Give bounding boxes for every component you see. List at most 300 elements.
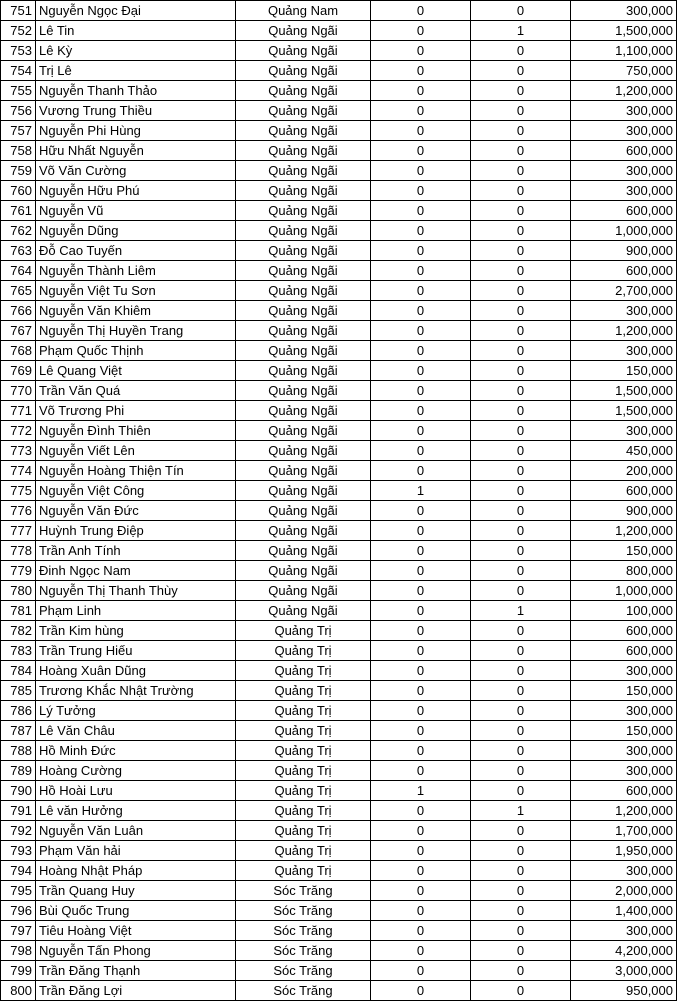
person-name-cell: Huỳnh Trung Điệp [36,521,236,541]
province-cell: Quảng Nam [236,1,371,21]
count-b-cell: 0 [471,681,571,701]
count-b-cell: 0 [471,981,571,1001]
row-number-cell: 772 [1,421,36,441]
province-cell: Sóc Trăng [236,921,371,941]
amount-cell: 600,000 [571,261,677,281]
table-row [1,521,677,541]
person-name-cell: Nguyễn Thị Huyền Trang [36,321,236,341]
person-name-cell: Nguyễn Văn Luân [36,821,236,841]
count-b-cell: 0 [471,501,571,521]
count-a-cell: 0 [371,361,471,381]
province-cell: Quảng Ngãi [236,161,371,181]
amount-cell: 2,000,000 [571,881,677,901]
table-row [1,401,677,421]
count-b-cell: 1 [471,601,571,621]
count-b-cell: 0 [471,921,571,941]
province-cell: Quảng Trị [236,861,371,881]
table-row [1,101,677,121]
row-number-cell: 774 [1,461,36,481]
person-name-cell: Bùi Quốc Trung [36,901,236,921]
person-name-cell: Hồ Minh Đức [36,741,236,761]
count-b-cell: 0 [471,881,571,901]
province-cell: Quảng Trị [236,721,371,741]
row-number-cell: 762 [1,221,36,241]
person-name-cell: Phạm Văn hải [36,841,236,861]
province-cell: Quảng Ngãi [236,181,371,201]
count-a-cell: 0 [371,921,471,941]
province-cell: Quảng Trị [236,641,371,661]
count-a-cell: 0 [371,261,471,281]
province-cell: Quảng Ngãi [236,521,371,541]
person-name-cell: Tiêu Hoàng Việt [36,921,236,941]
count-b-cell: 0 [471,521,571,541]
amount-cell: 1,400,000 [571,901,677,921]
count-a-cell: 0 [371,861,471,881]
count-a-cell: 0 [371,961,471,981]
amount-cell: 1,200,000 [571,321,677,341]
table-row [1,641,677,661]
row-number-cell: 788 [1,741,36,761]
amount-cell: 300,000 [571,101,677,121]
province-cell: Sóc Trăng [236,901,371,921]
row-number-cell: 775 [1,481,36,501]
count-a-cell: 0 [371,341,471,361]
province-cell: Quảng Trị [236,621,371,641]
province-cell: Quảng Ngãi [236,261,371,281]
person-name-cell: Hồ Hoài Lưu [36,781,236,801]
province-cell: Quảng Ngãi [236,421,371,441]
amount-cell: 300,000 [571,1,677,21]
amount-cell: 2,700,000 [571,281,677,301]
province-cell: Quảng Trị [236,761,371,781]
row-number-cell: 753 [1,41,36,61]
province-cell: Quảng Ngãi [236,101,371,121]
amount-cell: 300,000 [571,341,677,361]
count-a-cell: 0 [371,21,471,41]
row-number-cell: 784 [1,661,36,681]
row-number-cell: 786 [1,701,36,721]
table-row [1,481,677,501]
count-b-cell: 0 [471,401,571,421]
count-a-cell: 0 [371,721,471,741]
count-b-cell: 0 [471,161,571,181]
amount-cell: 600,000 [571,481,677,501]
amount-cell: 300,000 [571,761,677,781]
province-cell: Quảng Ngãi [236,321,371,341]
count-b-cell: 0 [471,221,571,241]
amount-cell: 1,500,000 [571,381,677,401]
count-a-cell: 0 [371,501,471,521]
person-name-cell: Nguyễn Tấn Phong [36,941,236,961]
province-cell: Quảng Trị [236,701,371,721]
province-cell: Quảng Trị [236,821,371,841]
amount-cell: 1,000,000 [571,581,677,601]
province-cell: Quảng Ngãi [236,201,371,221]
count-a-cell: 0 [371,681,471,701]
person-name-cell: Lý Tưởng [36,701,236,721]
count-a-cell: 0 [371,581,471,601]
table-row [1,441,677,461]
count-a-cell: 0 [371,981,471,1001]
count-b-cell: 0 [471,481,571,501]
count-b-cell: 0 [471,281,571,301]
person-name-cell: Nguyễn Ngọc Đại [36,1,236,21]
row-number-cell: 757 [1,121,36,141]
table-row [1,221,677,241]
amount-cell: 600,000 [571,141,677,161]
row-number-cell: 776 [1,501,36,521]
province-cell: Quảng Ngãi [236,601,371,621]
table-row [1,541,677,561]
person-name-cell: Vương Trung Thiều [36,101,236,121]
count-b-cell: 0 [471,621,571,641]
amount-cell: 100,000 [571,601,677,621]
count-b-cell: 0 [471,781,571,801]
person-name-cell: Võ Trương Phi [36,401,236,421]
province-cell: Quảng Ngãi [236,121,371,141]
count-a-cell: 1 [371,781,471,801]
province-cell: Quảng Ngãi [236,561,371,581]
province-cell: Quảng Ngãi [236,441,371,461]
person-name-cell: Đinh Ngọc Nam [36,561,236,581]
province-cell: Quảng Ngãi [236,381,371,401]
table-row [1,821,677,841]
province-cell: Sóc Trăng [236,881,371,901]
province-cell: Quảng Ngãi [236,61,371,81]
table-row [1,241,677,261]
province-cell: Quảng Ngãi [236,361,371,381]
row-number-cell: 756 [1,101,36,121]
count-b-cell: 0 [471,941,571,961]
province-cell: Quảng Trị [236,781,371,801]
amount-cell: 1,950,000 [571,841,677,861]
row-number-cell: 769 [1,361,36,381]
count-a-cell: 0 [371,561,471,581]
count-b-cell: 0 [471,661,571,681]
row-number-cell: 751 [1,1,36,21]
province-cell: Quảng Ngãi [236,41,371,61]
amount-cell: 300,000 [571,161,677,181]
count-a-cell: 0 [371,61,471,81]
count-a-cell: 0 [371,301,471,321]
count-a-cell: 0 [371,441,471,461]
amount-cell: 300,000 [571,301,677,321]
table-row [1,961,677,981]
amount-cell: 800,000 [571,561,677,581]
count-b-cell: 0 [471,321,571,341]
row-number-cell: 795 [1,881,36,901]
row-number-cell: 760 [1,181,36,201]
table-row [1,981,677,1001]
person-name-cell: Lê văn Hưởng [36,801,236,821]
person-name-cell: Nguyễn Dũng [36,221,236,241]
row-number-cell: 799 [1,961,36,981]
amount-cell: 600,000 [571,641,677,661]
count-a-cell: 0 [371,941,471,961]
province-cell: Sóc Trăng [236,961,371,981]
count-b-cell: 0 [471,301,571,321]
count-a-cell: 1 [371,481,471,501]
province-cell: Sóc Trăng [236,981,371,1001]
row-number-cell: 790 [1,781,36,801]
amount-cell: 600,000 [571,781,677,801]
count-a-cell: 0 [371,281,471,301]
count-a-cell: 0 [371,741,471,761]
table-row [1,581,677,601]
row-number-cell: 781 [1,601,36,621]
table-row [1,681,677,701]
row-number-cell: 754 [1,61,36,81]
province-cell: Quảng Ngãi [236,21,371,41]
province-cell: Quảng Ngãi [236,341,371,361]
amount-cell: 300,000 [571,921,677,941]
amount-cell: 900,000 [571,501,677,521]
person-name-cell: Đỗ Cao Tuyến [36,241,236,261]
count-a-cell: 0 [371,381,471,401]
row-number-cell: 764 [1,261,36,281]
row-number-cell: 755 [1,81,36,101]
amount-cell: 4,200,000 [571,941,677,961]
person-name-cell: Trương Khắc Nhật Trường [36,681,236,701]
person-name-cell: Nguyễn Văn Đức [36,501,236,521]
table-row [1,161,677,181]
count-b-cell: 0 [471,61,571,81]
person-name-cell: Trần Đăng Lợi [36,981,236,1001]
row-number-cell: 771 [1,401,36,421]
table-row [1,201,677,221]
table-row [1,321,677,341]
province-cell: Quảng Ngãi [236,481,371,501]
province-cell: Sóc Trăng [236,941,371,961]
count-a-cell: 0 [371,141,471,161]
person-name-cell: Trần Trung Hiếu [36,641,236,661]
person-name-cell: Lê Kỳ [36,41,236,61]
count-b-cell: 0 [471,261,571,281]
count-b-cell: 0 [471,461,571,481]
table-row [1,381,677,401]
row-number-cell: 789 [1,761,36,781]
count-a-cell: 0 [371,461,471,481]
count-b-cell: 0 [471,141,571,161]
amount-cell: 1,200,000 [571,801,677,821]
province-cell: Quảng Trị [236,841,371,861]
count-a-cell: 0 [371,761,471,781]
table-row [1,501,677,521]
person-name-cell: Trị Lê [36,61,236,81]
row-number-cell: 798 [1,941,36,961]
table-row [1,741,677,761]
person-name-cell: Nguyễn Thành Liêm [36,261,236,281]
count-b-cell: 0 [471,361,571,381]
table-row [1,1,677,21]
row-number-cell: 767 [1,321,36,341]
row-number-cell: 758 [1,141,36,161]
count-a-cell: 0 [371,241,471,261]
count-b-cell: 0 [471,241,571,261]
person-name-cell: Nguyễn Viết Lên [36,441,236,461]
row-number-cell: 761 [1,201,36,221]
count-a-cell: 0 [371,321,471,341]
row-number-cell: 779 [1,561,36,581]
count-b-cell: 0 [471,201,571,221]
amount-cell: 1,500,000 [571,21,677,41]
table-row [1,721,677,741]
count-a-cell: 0 [371,621,471,641]
person-name-cell: Nguyễn Thị Thanh Thùy [36,581,236,601]
province-cell: Quảng Ngãi [236,241,371,261]
amount-cell: 300,000 [571,181,677,201]
person-name-cell: Nguyễn Thanh Thảo [36,81,236,101]
person-name-cell: Hoàng Cường [36,761,236,781]
row-number-cell: 783 [1,641,36,661]
person-name-cell: Trần Anh Tính [36,541,236,561]
row-number-cell: 800 [1,981,36,1001]
count-a-cell: 0 [371,601,471,621]
row-number-cell: 780 [1,581,36,601]
row-number-cell: 787 [1,721,36,741]
province-cell: Quảng Ngãi [236,581,371,601]
person-name-cell: Trần Đăng Thạnh [36,961,236,981]
person-name-cell: Nguyễn Hữu Phú [36,181,236,201]
amount-cell: 1,200,000 [571,521,677,541]
person-name-cell: Lê Văn Châu [36,721,236,741]
count-b-cell: 0 [471,841,571,861]
count-b-cell: 0 [471,961,571,981]
row-number-cell: 763 [1,241,36,261]
count-b-cell: 0 [471,901,571,921]
count-b-cell: 0 [471,341,571,361]
count-a-cell: 0 [371,401,471,421]
amount-cell: 150,000 [571,361,677,381]
count-b-cell: 0 [471,441,571,461]
table-row [1,61,677,81]
amount-cell: 600,000 [571,201,677,221]
person-name-cell: Nguyễn Vũ [36,201,236,221]
table-row [1,301,677,321]
amount-cell: 1,500,000 [571,401,677,421]
count-b-cell: 0 [471,421,571,441]
person-name-cell: Trần Quang Huy [36,881,236,901]
row-number-cell: 791 [1,801,36,821]
count-b-cell: 1 [471,21,571,41]
table-row [1,701,677,721]
row-number-cell: 796 [1,901,36,921]
table-row [1,181,677,201]
province-cell: Quảng Ngãi [236,541,371,561]
amount-cell: 1,700,000 [571,821,677,841]
count-a-cell: 0 [371,821,471,841]
table-row [1,861,677,881]
person-name-cell: Nguyễn Việt Công [36,481,236,501]
row-number-cell: 794 [1,861,36,881]
row-number-cell: 785 [1,681,36,701]
count-b-cell: 0 [471,741,571,761]
amount-cell: 1,000,000 [571,221,677,241]
row-number-cell: 752 [1,21,36,41]
count-a-cell: 0 [371,841,471,861]
count-b-cell: 0 [471,721,571,741]
row-number-cell: 766 [1,301,36,321]
province-cell: Quảng Trị [236,681,371,701]
count-a-cell: 0 [371,181,471,201]
table-row [1,561,677,581]
table-row [1,341,677,361]
amount-cell: 1,100,000 [571,41,677,61]
amount-cell: 200,000 [571,461,677,481]
table-row [1,841,677,861]
row-number-cell: 765 [1,281,36,301]
count-a-cell: 0 [371,81,471,101]
amount-cell: 300,000 [571,121,677,141]
count-b-cell: 0 [471,81,571,101]
person-name-cell: Nguyễn Hoàng Thiện Tín [36,461,236,481]
person-name-cell: Lê Tin [36,21,236,41]
table-row [1,361,677,381]
amount-cell: 900,000 [571,241,677,261]
count-b-cell: 0 [471,761,571,781]
person-name-cell: Nguyễn Đình Thiên [36,421,236,441]
amount-cell: 150,000 [571,541,677,561]
count-b-cell: 0 [471,541,571,561]
table-row [1,901,677,921]
province-cell: Quảng Trị [236,661,371,681]
row-number-cell: 782 [1,621,36,641]
table-row [1,41,677,61]
province-cell: Quảng Ngãi [236,461,371,481]
person-name-cell: Trần Văn Quá [36,381,236,401]
count-a-cell: 0 [371,661,471,681]
row-number-cell: 773 [1,441,36,461]
count-b-cell: 0 [471,121,571,141]
count-b-cell: 1 [471,801,571,821]
table-row [1,421,677,441]
person-name-cell: Hữu Nhất Nguyễn [36,141,236,161]
count-b-cell: 0 [471,701,571,721]
count-a-cell: 0 [371,541,471,561]
person-name-cell: Hoàng Xuân Dũng [36,661,236,681]
province-cell: Quảng Ngãi [236,401,371,421]
count-a-cell: 0 [371,201,471,221]
table-row [1,921,677,941]
table-row [1,761,677,781]
table-row [1,121,677,141]
person-name-cell: Nguyễn Văn Khiêm [36,301,236,321]
count-a-cell: 0 [371,801,471,821]
count-b-cell: 0 [471,101,571,121]
table-row [1,81,677,101]
row-number-cell: 778 [1,541,36,561]
amount-cell: 950,000 [571,981,677,1001]
table-row [1,621,677,641]
row-number-cell: 768 [1,341,36,361]
amount-cell: 300,000 [571,861,677,881]
count-a-cell: 0 [371,521,471,541]
count-a-cell: 0 [371,161,471,181]
person-name-cell: Lê Quang Việt [36,361,236,381]
row-number-cell: 793 [1,841,36,861]
count-b-cell: 0 [471,181,571,201]
count-b-cell: 0 [471,861,571,881]
amount-cell: 300,000 [571,421,677,441]
table-row [1,781,677,801]
amount-cell: 1,200,000 [571,81,677,101]
count-b-cell: 0 [471,381,571,401]
count-b-cell: 0 [471,41,571,61]
table-row [1,141,677,161]
province-cell: Quảng Ngãi [236,281,371,301]
table-row [1,801,677,821]
count-a-cell: 0 [371,421,471,441]
